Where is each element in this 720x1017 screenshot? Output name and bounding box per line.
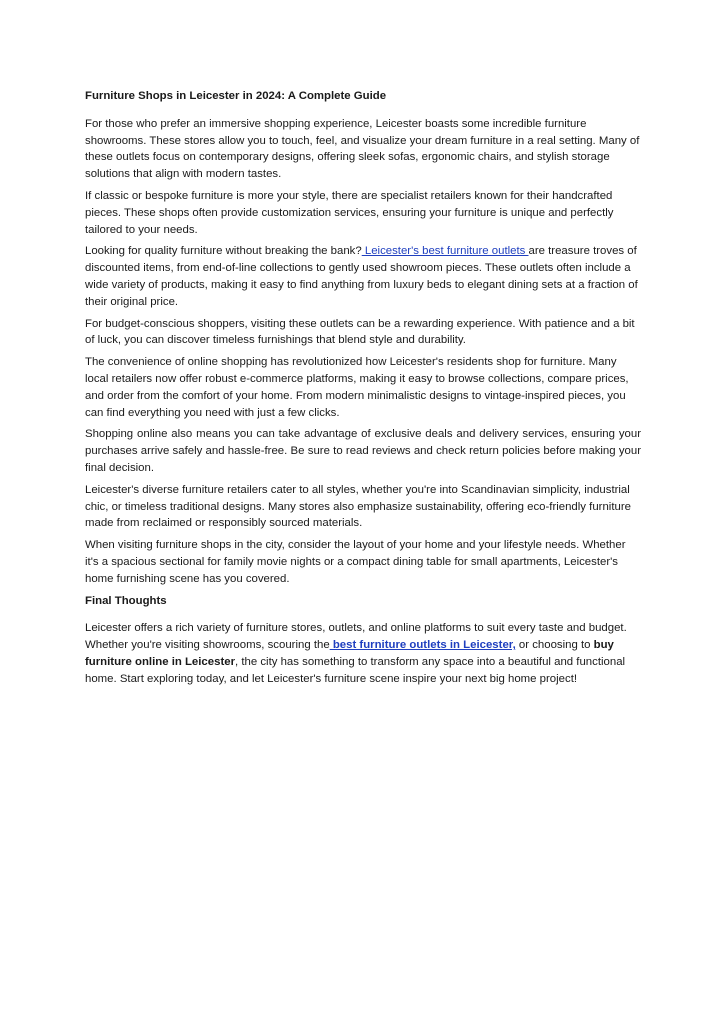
paragraph-outlets-rest: are treasure troves of discounted items, from end-of-line collections to gently used showroom pieces. These outlets often include a wide variety of products, making it easy to find anything from luxury beds to elegant dining sets at a fraction of their original price.: [85, 245, 638, 308]
final-thoughts-heading: Final Thoughts: [85, 594, 167, 607]
paragraph-budget: For budget-conscious shoppers, visiting these outlets can be a rewarding experience. With patience and a bit of luck, you can discover timeless furnishings that blend style and durability.: [85, 317, 635, 347]
paragraph-showrooms: For those who prefer an immersive shopping experience, Leicester boasts some incredible furniture showrooms. These stores allow you to touch, feel, and visualize your dream furniture in a real setting. Many of these outlets focus on contemporary designs, offering sleek sofas, ergonomic chairs, and stylish storage solutions that align with modern tastes.: [85, 117, 640, 181]
paragraph-final: [85, 620, 641, 687]
paragraph-online: The convenience of online shopping has revolutionized how Leicester's residents shop for furniture. Many local retailers now offer robust e-commerce platforms, making it easy to browse collections, compare prices, and order from the comfort of your home. From modern minimalistic designs to vintage-inspired pieces, you can find everything you need with just a few clicks.: [85, 356, 629, 419]
paragraph-final-rest: , the city has something to transform any space into a beautiful and functional home. Start exploring today, and let Leicester's furniture scene inspire your next big home project!: [85, 655, 626, 685]
outlets-link[interactable]: Leicester's best furniture outlets: [361, 245, 529, 258]
paragraph-visiting: When visiting furniture shops in the city, consider the layout of your home and your lifestyle needs. Whether it's a spacious sectional for family movie nights or a compact dining table for small apartments, Leicester's home furnishing scene has you covered.: [85, 539, 626, 585]
paragraph-outlets-intro: Looking for quality furniture without breaking the bank?: [85, 245, 362, 258]
paragraph-final-middle: or choosing to: [515, 639, 594, 652]
paragraph-styles: Leicester's diverse furniture retailers cater to all styles, whether you're into Scandinavian simplicity, industrial chic, or timeless traditional designs. Many stores also emphasize sustainability, offering eco-friendly furniture made from reclaimed or responsibly sourced materials.: [85, 483, 631, 530]
paragraph-outlets: [85, 243, 641, 310]
paragraph-final-intro: Leicester offers a rich variety of furniture stores, outlets, and online platforms to suit every taste and budget. Whether you're visiting showrooms, scouring the: [85, 622, 627, 652]
document-title: Furniture Shops in Leicester in 2024: A Complete Guide: [85, 90, 387, 102]
document-page: [85, 88, 641, 693]
paragraph-deals: Shopping online also means you can take advantage of exclusive deals and delivery services, ensuring your purchases arrive safely and hassle-free. Be sure to read reviews and check return policies before making your final decision.: [85, 428, 641, 474]
buy-online-emphasis: buy furniture online in Leicester: [85, 639, 614, 668]
best-outlets-link[interactable]: best furniture outlets in Leicester,: [329, 639, 516, 652]
paragraph-bespoke: If classic or bespoke furniture is more your style, there are specialist retailers known for their handcrafted pieces. These shops often provide customization services, ensuring your furniture is unique and perfectly tailored to your needs.: [85, 189, 614, 236]
